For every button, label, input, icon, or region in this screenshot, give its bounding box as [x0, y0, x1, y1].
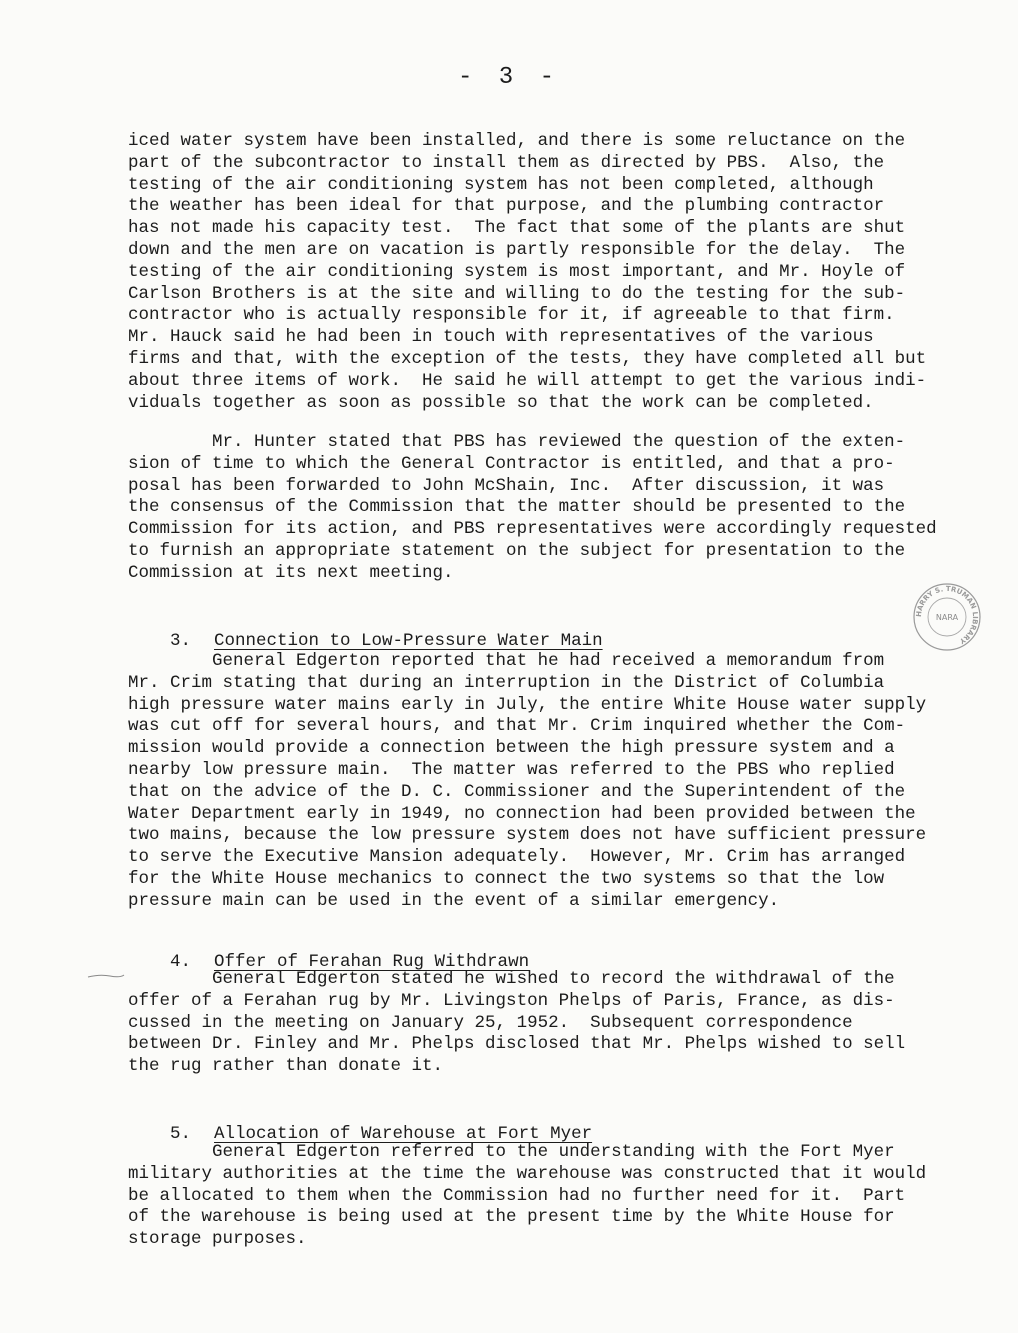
- text-line: Mr. Hauck said he had been in touch with representatives of the various: [128, 327, 874, 348]
- text-line: that on the advice of the D. C. Commissioner and the Superintendent of the: [128, 781, 906, 802]
- archive-stamp-icon: [912, 582, 982, 652]
- paragraph-extension-of-time: [128, 432, 958, 585]
- text-line: nearby low pressure main. The matter was referred to the PBS who replied: [128, 759, 895, 780]
- section-title: Connection to Low-Pressure Water Main: [214, 631, 603, 651]
- text-line: posal has been forwarded to John McShain, Inc. After discussion, it was: [128, 475, 885, 496]
- text-line: pressure main can be used in the event of a similar emergency.: [128, 890, 780, 911]
- text-line: Commission for its action, and PBS representatives were accordingly requested: [128, 519, 937, 540]
- paragraph-warehouse: [128, 1142, 958, 1251]
- text-line: Commission at its next meeting.: [128, 562, 454, 583]
- text-line: for the White House mechanics to connect the two systems so that the low: [128, 868, 885, 889]
- text-line: down and the men are on vacation is partly responsible for the delay. The: [128, 239, 906, 260]
- text-line: the rug rather than donate it.: [128, 1056, 444, 1077]
- text-line: testing of the air conditioning system has not been completed, although: [128, 174, 874, 195]
- paragraph-continuation: [128, 131, 958, 414]
- text-line: the weather has been ideal for that purpose, and the plumbing contractor: [128, 196, 885, 217]
- text-line: of the warehouse is being used at the present time by the White House for: [128, 1207, 895, 1228]
- text-line: to serve the Executive Mansion adequately. However, Mr. Crim has arranged: [128, 847, 906, 868]
- text-line: General Edgerton reported that he had received a memorandum from: [128, 651, 885, 671]
- text-line: has not made his capacity test. The fact that some of the plants are shut: [128, 218, 906, 239]
- text-line: be allocated to them when the Commission had no further need for it. Part: [128, 1185, 906, 1206]
- text-line: between Dr. Finley and Mr. Phelps disclosed that Mr. Phelps wished to sell: [128, 1034, 906, 1055]
- text-line: was cut off for several hours, and that Mr. Crim inquired whether the Com-: [128, 716, 906, 737]
- stamp-label: NARA: [935, 613, 959, 622]
- text-line: to furnish an appropriate statement on the subject for presentation to the: [128, 540, 906, 561]
- text-line: the consensus of the Commission that the matter should be presented to the: [128, 497, 906, 518]
- text-line: contractor who is actually responsible for it, if agreeable to that firm.: [128, 305, 895, 326]
- text-line: Mr. Hunter stated that PBS has reviewed the question of the exten-: [128, 432, 906, 452]
- stamp-ring-text: HARRY S. TRUMAN LIBRARY: [914, 584, 980, 646]
- section-title: Offer of Ferahan Rug Withdrawn: [214, 952, 530, 972]
- text-line: General Edgerton stated he wished to record the withdrawal of the: [128, 969, 895, 989]
- section-number: 3.: [170, 631, 192, 651]
- text-line: Carlson Brothers is at the site and willing to do the testing for the sub-: [128, 283, 906, 304]
- text-line: Mr. Crim stating that during an interruption in the District of Columbia: [128, 672, 885, 693]
- text-line: offer of a Ferahan rug by Mr. Livingston Phelps of Paris, France, as dis-: [128, 990, 895, 1011]
- text-line: viduals together as soon as possible so that the work can be completed.: [128, 392, 874, 413]
- section-number: 5.: [170, 1124, 192, 1144]
- text-line: General Edgerton referred to the understanding with the Fort Myer: [128, 1142, 895, 1162]
- text-line: about three items of work. He said he will attempt to get the various indi-: [128, 370, 927, 391]
- text-line: part of the subcontractor to install them as directed by PBS. Also, the: [128, 152, 885, 173]
- text-line: military authorities at the time the warehouse was constructed that it would: [128, 1163, 927, 1184]
- text-line: firms and that, with the exception of the tests, they have completed all but: [128, 348, 927, 369]
- text-line: iced water system have been installed, and there is some reluctance on the: [128, 131, 906, 151]
- text-line: high pressure water mains early in July, the entire White House water supply: [128, 694, 927, 715]
- paragraph-ferahan-rug: [128, 969, 958, 1078]
- text-line: testing of the air conditioning system is most important, and Mr. Hoyle of: [128, 261, 906, 282]
- margin-mark-icon: [86, 972, 126, 980]
- section-title: Allocation of Warehouse at Fort Myer: [214, 1124, 593, 1144]
- text-line: mission would provide a connection between the high pressure system and a: [128, 738, 895, 759]
- text-line: storage purposes.: [128, 1229, 307, 1250]
- text-line: Water Department early in 1949, no connection had been provided between the: [128, 803, 916, 824]
- paragraph-water-main: [128, 651, 958, 913]
- text-line: sion of time to which the General Contractor is entitled, and that a pro-: [128, 453, 895, 474]
- page-number: - 3 -: [457, 64, 560, 91]
- text-line: cussed in the meeting on January 25, 1952. Subsequent correspondence: [128, 1012, 853, 1033]
- text-line: two mains, because the low pressure system does not have sufficient pressure: [128, 825, 927, 846]
- section-number: 4.: [170, 952, 192, 972]
